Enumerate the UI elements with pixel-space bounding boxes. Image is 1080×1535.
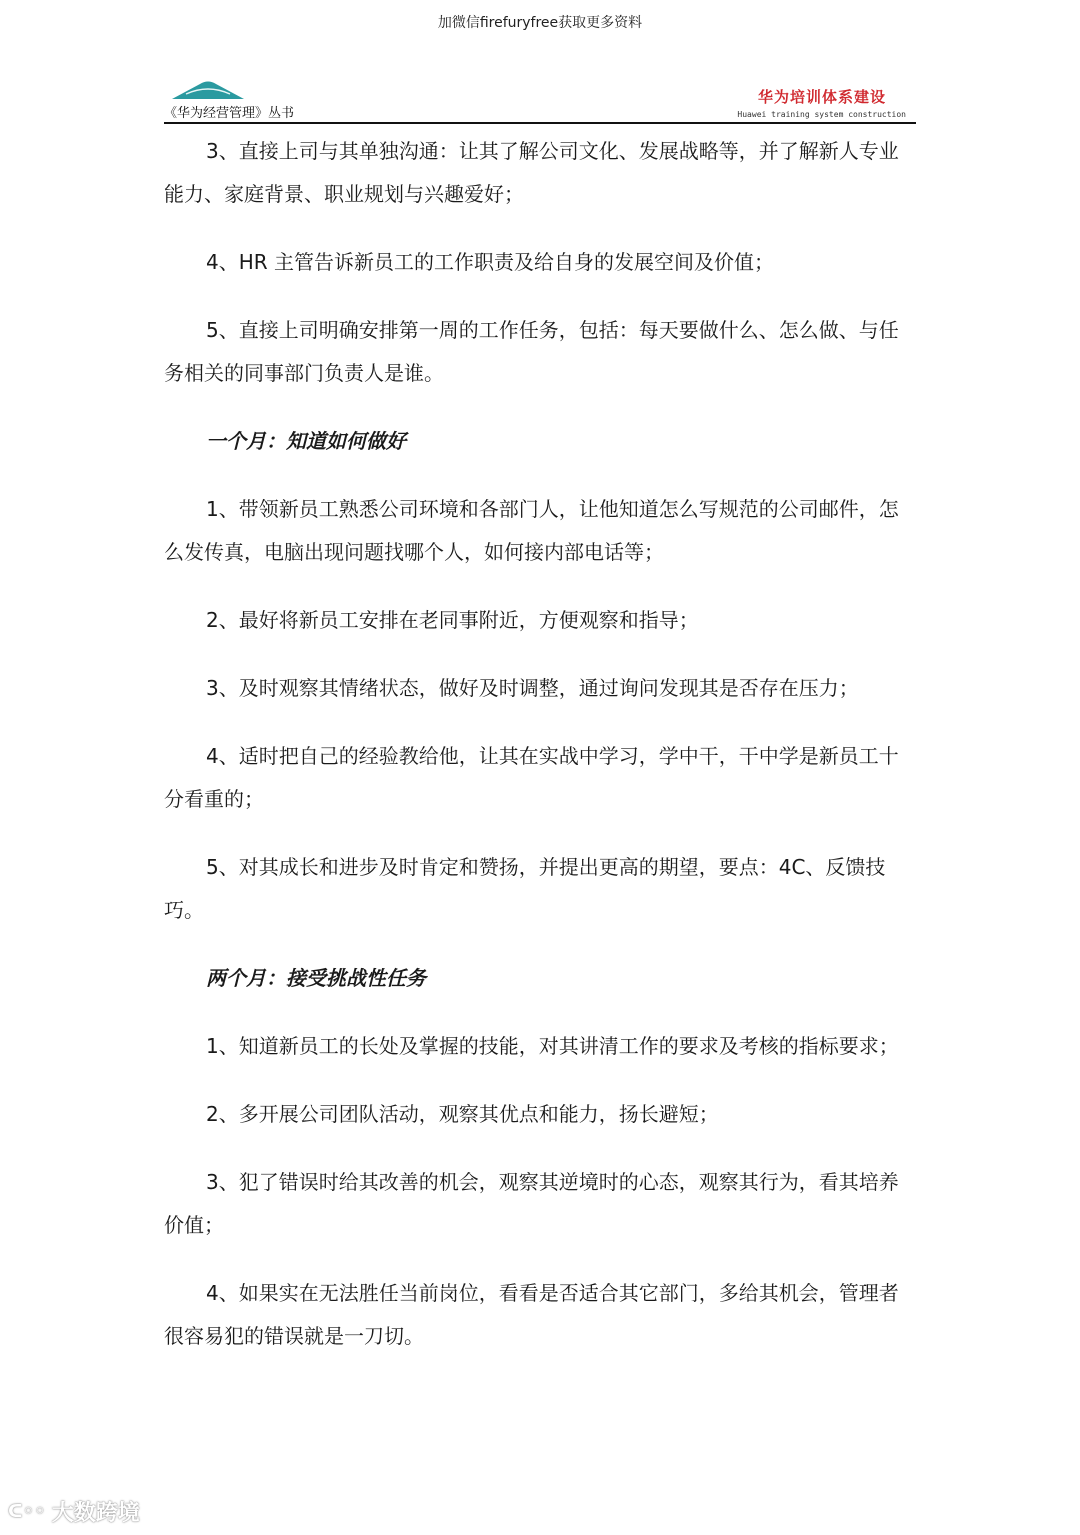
paragraph: 2、多开展公司团队活动，观察其优点和能力，扬长避短；: [206, 1102, 719, 1126]
brand-logo-icon: ᑕ◦◦: [8, 1501, 46, 1522]
brand-title: 华为培训体系建设: [757, 88, 886, 106]
paragraph: 3、及时观察其情绪状态，做好及时调整，通过询问发现其是否存在压力；: [206, 676, 859, 700]
paragraph: 5、直接上司明确安排第一周的工作任务，包括：每天要做什么、怎么做、与任务相关的同事部门负责人是谁。: [164, 318, 899, 385]
top-note: 加微信firefuryfree获取更多资料: [437, 15, 643, 31]
mountain-logo-icon: [172, 78, 244, 100]
series-title: 《华为经营管理》丛书: [164, 106, 295, 121]
paragraph: 4、如果实在无法胜任当前岗位，看看是否适合其它部门，多给其机会，管理者很容易犯的错误就是一刀切。: [164, 1281, 899, 1348]
paragraph: 3、犯了错误时给其改善的机会，观察其逆境时的心态，观察其行为，看其培养价值；: [164, 1170, 899, 1237]
section-heading: 一个月：知道如何做好: [206, 429, 406, 453]
paragraph: 5、对其成长和进步及时肯定和赞扬，并提出更高的期望，要点：4C、反馈技巧。: [164, 855, 886, 922]
document-body: [164, 130, 916, 1383]
brand-subtitle: Huawei training system construction: [737, 110, 906, 119]
paragraph: 1、知道新员工的长处及掌握的技能，对其讲清工作的要求及考核的指标要求；: [206, 1034, 899, 1058]
page-header: [164, 78, 916, 124]
watermark: [8, 1496, 140, 1527]
paragraph: 3、直接上司与其单独沟通：让其了解公司文化、发展战略等，并了解新人专业能力、家庭背景、职业规划与兴趣爱好；: [164, 139, 899, 206]
paragraph: 4、HR 主管告诉新员工的工作职责及给自身的发展空间及价值；: [206, 250, 775, 274]
watermark-text: 大数跨境: [51, 1501, 140, 1526]
header-rule: [164, 122, 916, 124]
paragraph: 1、带领新员工熟悉公司环境和各部门人，让他知道怎么写规范的公司邮件，怎么发传真，电脑出现问题找哪个人，如何接内部电话等；: [164, 497, 899, 564]
paragraph: 2、最好将新员工安排在老同事附近，方便观察和指导；: [206, 608, 699, 632]
paragraph: 4、适时把自己的经验教给他，让其在实战中学习，学中干，干中学是新员工十分看重的；: [164, 744, 899, 811]
section-heading: 两个月：接受挑战性任务: [206, 966, 426, 990]
